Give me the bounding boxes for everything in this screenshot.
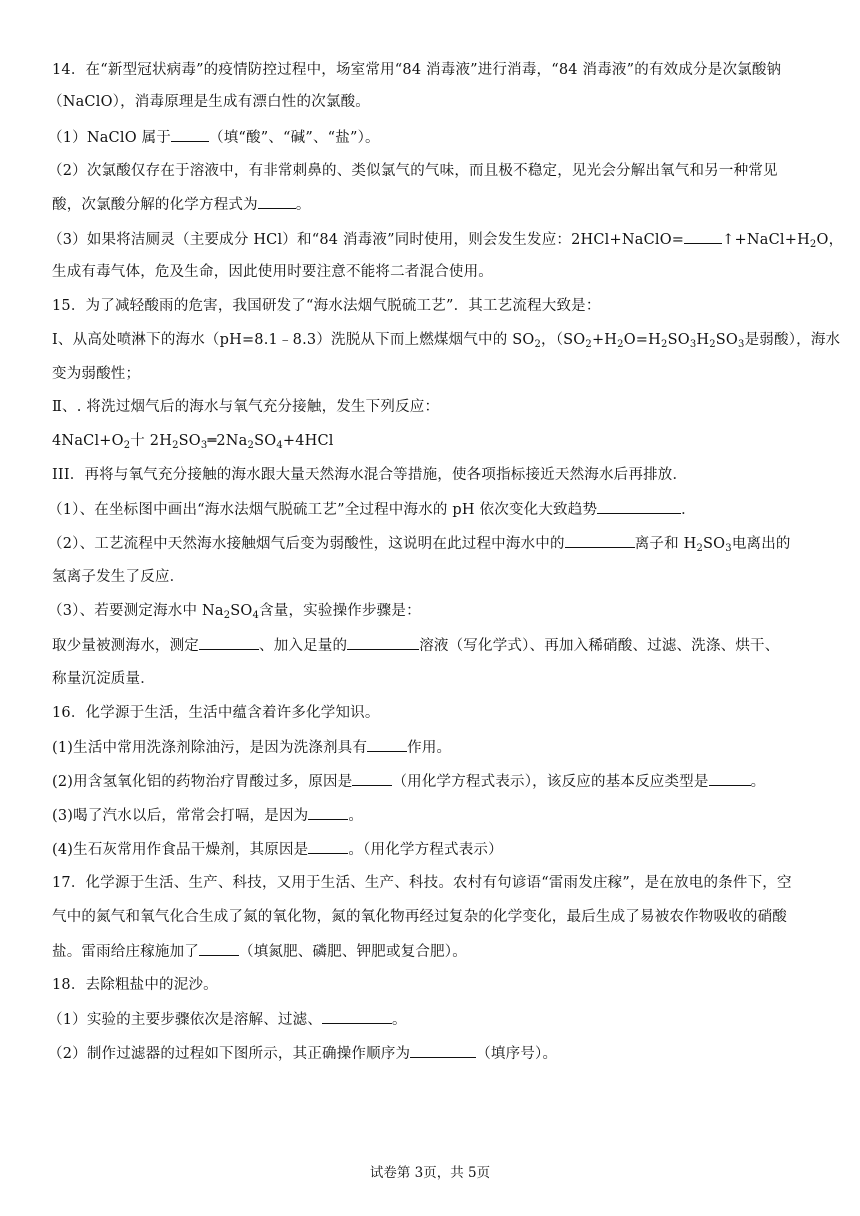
q17-line3: [52, 941, 467, 962]
q17-text3-hint: （填氮肥、磷肥、钾肥或复合肥）。: [239, 944, 467, 960]
q14-part3-text2: ↑+NaCl+H: [722, 232, 810, 248]
subscript: 2: [223, 610, 231, 621]
q15-part2-text: 离子和 H: [634, 536, 697, 552]
answer-blank[interactable]: [308, 839, 348, 854]
q15-equation: [52, 431, 334, 451]
q16-part1: [52, 737, 451, 758]
equation-part: +4HCl: [282, 433, 334, 449]
answer-blank[interactable]: [597, 499, 681, 514]
q15-step1-line1: [52, 330, 840, 350]
q16-part3: [52, 805, 363, 826]
q15-step1-text: ，（SO: [541, 332, 586, 348]
answer-blank[interactable]: [565, 533, 635, 548]
q18-stem-text: 18．去除粗盐中的泥沙。: [52, 977, 218, 993]
q15-step3: [52, 465, 687, 485]
subscript: 3: [725, 543, 732, 554]
answer-blank[interactable]: [322, 1009, 392, 1024]
equation-part: SO: [254, 433, 277, 449]
answer-blank[interactable]: [171, 127, 209, 142]
subscript: 2: [247, 440, 255, 451]
q15-part3-text-end: 称量沉淀质量．: [52, 671, 155, 687]
q15-stem-text: 15．为了减轻酸雨的危害，我国研发了“海水法烟气脱硫工艺”．其工艺流程大致是：: [52, 298, 601, 314]
q14-part3-line1: [48, 229, 843, 250]
answer-blank[interactable]: [199, 635, 259, 650]
q18-part1-end: 。: [392, 1012, 407, 1028]
q14-part2-line1: [48, 161, 778, 181]
subscript: 2: [709, 339, 716, 350]
q17-text2: 气中的氮气和氧气化合生成了氮的氧化物，氮的氧化物再经过复杂的化学变化，最后生成了易被农作物吸收的硝酸: [52, 909, 787, 925]
q16-part2-end: 。: [750, 774, 766, 790]
q15-part1: [48, 499, 696, 520]
q16-part3-end: 。: [348, 808, 364, 824]
answer-blank[interactable]: [347, 635, 419, 650]
q15-step2: [52, 397, 439, 417]
subscript: 2: [696, 543, 704, 554]
q16-stem: [52, 703, 380, 723]
answer-blank[interactable]: [199, 941, 239, 956]
subscript: 2: [661, 339, 668, 350]
q17-line2: [52, 907, 787, 927]
q15-step1-text-end: 变为弱酸性；: [52, 366, 141, 382]
q15-part2-text-end: 氢离子发生了反应．: [52, 569, 185, 585]
q15-part2-text: （2）、工艺流程中天然海水接触烟气后变为弱酸性，这说明在此过程中海水中的: [48, 536, 565, 552]
subscript: 3: [689, 339, 697, 350]
q14-part2-line2: [52, 194, 311, 215]
q15-part3-text: （3）、若要测定海水中 Na: [48, 603, 224, 619]
q15-part3-text: SO: [230, 603, 253, 619]
answer-blank[interactable]: [709, 771, 751, 786]
q15-step1-line2: [52, 364, 140, 384]
q15-part2-line2: [52, 567, 184, 587]
page-footer: 试卷第 3页，共 5页: [369, 1165, 491, 1181]
q15-part2-text: 电离出的: [731, 536, 791, 552]
equation-part: SO: [178, 433, 201, 449]
q15-step1-text: I、从高处喷淋下的海水（pH=8.1﹣8.3）洗脱从下而上燃煤烟气中的 SO: [52, 332, 535, 348]
q15-part3-line3: [52, 669, 155, 689]
q18-part2-hint: （填序号）。: [476, 1046, 558, 1062]
q15-part3-text: 、加入足量的: [259, 638, 348, 654]
subscript: 2: [534, 339, 542, 350]
q15-step2-text: Ⅱ、. 将洗过烟气后的海水与氧气充分接触，发生下列反应：: [52, 399, 440, 415]
q16-part3-text: (3)喝了汽水以后，常常会打嗝，是因为: [52, 808, 309, 824]
q15-step3-text: III．再将与氧气充分接触的海水跟大量天然海水混合等措施，使各项指标接近天然海水后再排放．: [52, 467, 688, 483]
q14-stem-line1: [52, 60, 781, 80]
q15-part3-text: 含量，实验操作步骤是：: [259, 603, 421, 619]
q14-part3-text3: O，: [816, 232, 844, 248]
subscript: 4: [276, 440, 283, 451]
answer-blank[interactable]: [258, 194, 296, 209]
q14-stem-text2: （NaClO），消毒原理是生成有漂白性的次氯酸。: [48, 94, 370, 110]
answer-blank[interactable]: [684, 229, 722, 244]
subscript: 2: [585, 339, 592, 350]
q17-text1: 17．化学源于生活、生产、科技，又用于生活、生产、科技。农村有句谚语“雷雨发庄稼”，是在放电的条件下，空: [52, 875, 792, 891]
q14-part2-end: 。: [295, 197, 311, 213]
q16-part4-end: 。（用化学方程式表示）: [348, 842, 503, 858]
q14-stem-text1: 14．在“新型冠状病毒”的疫情防控过程中，场室常用“84 消毒液”进行消毒，“84 消毒液”的有效成分是次氯酸钠: [52, 62, 782, 78]
q15-part2-text: SO: [703, 536, 726, 552]
q15-part1-text: （1）、在坐标图中画出“海水法烟气脱硫工艺”全过程中海水的 pH 依次变化大致趋势: [48, 502, 598, 518]
q18-part1: [48, 1009, 407, 1030]
q17-line1: [52, 873, 792, 893]
q16-part1-end: 作用。: [407, 740, 452, 756]
q14-part3-text4: 生成有毒气体，危及生命，因此使用时要注意不能将二者混合使用。: [52, 264, 493, 280]
subscript: 2: [617, 339, 624, 350]
equation-part: 十 2H: [130, 433, 173, 449]
q15-part3-text: 取少量被测海水，测定: [52, 638, 199, 654]
subscript: 3: [200, 440, 208, 451]
answer-blank[interactable]: [367, 737, 407, 752]
subscript: 2: [809, 239, 817, 250]
equation-part: ═2Na: [207, 433, 248, 449]
subscript: 4: [252, 610, 260, 621]
q15-part2-line1: [48, 533, 791, 554]
q17-text3: 盐。雷雨给庄稼施加了: [52, 944, 199, 960]
q14-part1: [48, 127, 380, 148]
q18-part2-text: （2）制作过滤器的过程如下图所示，其正确操作顺序为: [48, 1046, 411, 1062]
q16-part2-text: (2)用含氢氧化铝的药物治疗胃酸过多，原因是: [52, 774, 353, 790]
q18-stem: [52, 975, 218, 995]
subscript: 2: [172, 440, 179, 451]
q14-part2-text1: （2）次氯酸仅存在于溶液中，有非常刺鼻的、类似氯气的气味，而且极不稳定，见光会分解出氧气和另一种常见: [48, 163, 778, 179]
q15-step1-text: SO: [667, 332, 690, 348]
q14-stem-line2: [48, 92, 370, 112]
answer-blank[interactable]: [352, 771, 392, 786]
q15-step1-text: H: [696, 332, 710, 348]
q15-step1-text: O=H: [623, 332, 662, 348]
q14-part1-hint: （填“酸”、“碱”、“盐”）。: [209, 130, 380, 146]
q14-part3-text1: （3）如果将洁厕灵（主要成分 HCl）和“84 消毒液”同时使用，则会发生发应：2HCl+NaClO=: [48, 232, 685, 248]
subscript: 3: [738, 339, 745, 350]
q14-part1-text: （1）NaClO 属于: [48, 130, 171, 146]
q16-part2: [52, 771, 765, 792]
q15-step1-text: SO: [715, 332, 739, 348]
answer-blank[interactable]: [308, 805, 348, 820]
q15-step1-text: 是弱酸），海水: [744, 332, 841, 348]
q15-part3-line2: [52, 635, 779, 656]
q15-part3-text: 溶液（写化学式）、再加入稀硝酸、过滤、洗涤、烘干、: [419, 638, 780, 654]
q15-part3-line1: [48, 601, 421, 621]
q16-part2-text: （用化学方程式表示），该反应的基本反应类型是: [392, 774, 709, 790]
subscript: 2: [123, 440, 131, 451]
q18-part2: [48, 1043, 557, 1064]
q16-part4-text: (4)生石灰常用作食品干燥剂，其原因是: [52, 842, 309, 858]
q15-stem: [52, 296, 601, 316]
q18-part1-text: （1）实验的主要步骤依次是溶解、过滤、: [48, 1012, 323, 1028]
q15-step1-text: +H: [591, 332, 618, 348]
q16-part4: [52, 839, 503, 860]
q16-stem-text: 16．化学源于生活，生活中蕴含着许多化学知识。: [52, 705, 380, 721]
q14-part3-line2: [52, 262, 493, 282]
q14-part2-text2: 酸，次氯酸分解的化学方程式为: [52, 197, 258, 213]
answer-blank[interactable]: [410, 1043, 476, 1058]
equation-part: 4NaCl+O: [52, 433, 124, 449]
q15-part1-end: ．: [681, 502, 696, 518]
q16-part1-text: (1)生活中常用洗涤剂除油污，是因为洗涤剂具有: [52, 740, 368, 756]
